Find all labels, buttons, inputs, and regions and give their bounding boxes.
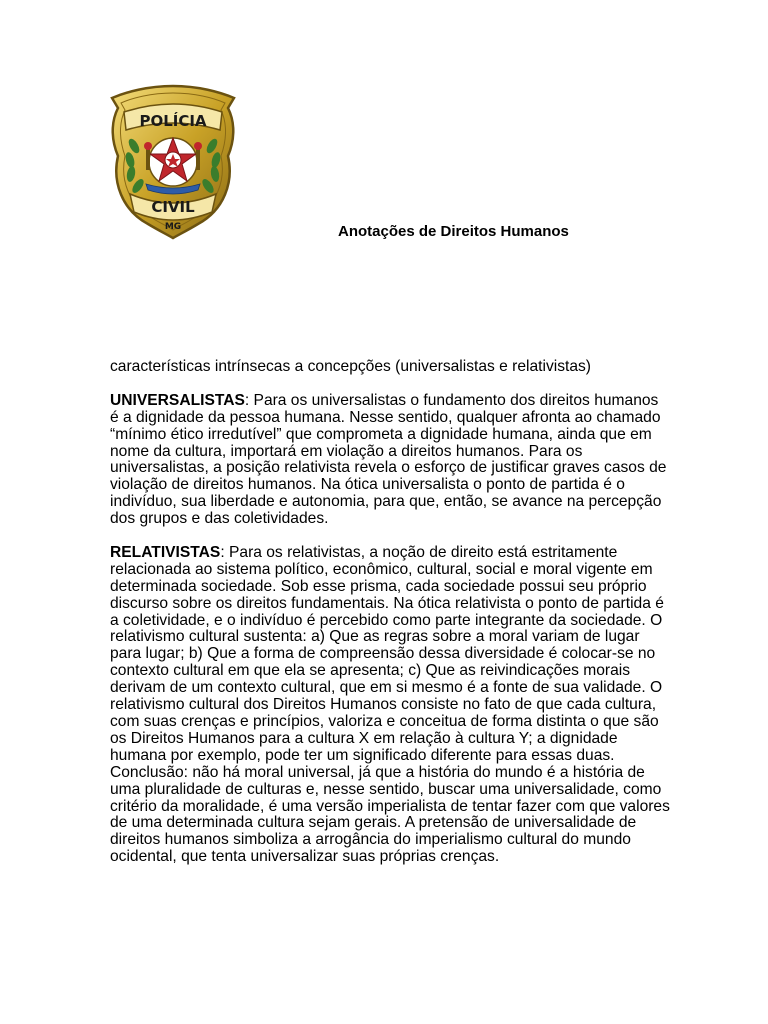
universalistas-paragraph xyxy=(110,393,670,528)
document-title: Anotações de Direitos Humanos xyxy=(338,223,569,240)
badge-top-text: POLÍCIA xyxy=(139,112,207,130)
relativistas-heading: RELATIVISTAS xyxy=(110,543,221,561)
relativistas-text: : Para os relativistas, a noção de direito está estritamente relacionada ao sistema político, econômico, cultural, social e moral vigente em determinada sociedade. Sob esse prisma, cada sociedade possui seu próprio discurso sobre os direitos fundamentais. Na ótica relativista o ponto de partida é a coletividade, e o indivíduo é percebido como parte integrante da sociedade. O relativismo cultural sustenta: a) Que as regras sobre a moral variam de lugar para lugar; b) Que a forma de compreensão dessa diversidade é colocar-se no contexto cultural em que ela se apresenta; c) Que as reivindicações morais derivam de um contexto cultural, que em si mesmo é a fonte de sua validade. O relativismo cultural dos Direitos Humanos consiste no fato de que cada cultura, com suas crenças e princípios, valoriza e conceitua de forma distinta o que são os Direitos Humanos para a cultura X em relação à cultura Y; a dignidade humana por exemplo, pode ter um significado diferente para essas duas. Conclusão: não há moral universal, já que a história do mundo é a história de uma pluralidade de culturas e, nesse sentido, buscar uma universalidade, como critério da moralidade, é uma versão imperialista de tentar fazer com que valores de uma determinada cultura sejam gerais. A pretensão de universalidade de direitos humanos simboliza a arrogância do imperialismo cultural do mundo ocidental, que tenta universalizar suas próprias crenças. xyxy=(110,543,670,866)
document-body xyxy=(110,359,670,883)
relativistas-paragraph xyxy=(110,545,670,866)
badge-bottom-text: CIVIL xyxy=(151,198,195,216)
intro-paragraph: características intrínsecas a concepções (universalistas e relativistas) xyxy=(110,358,592,375)
policia-civil-badge-logo xyxy=(108,84,238,240)
universalistas-heading: UNIVERSALISTAS xyxy=(110,391,245,409)
badge-state-text: MG xyxy=(164,222,182,232)
universalistas-text: : Para os universalistas o fundamento dos direitos humanos é a dignidade da pessoa humana. Nesse sentido, qualquer afronta ao chamado “mínimo ético irredutível” que comprometa a dignidade humana, ainda que em nome da cultura, importará em violação a direitos humanos. Para os universalistas, a posição relativista revela o esforço de justificar graves casos de violação de direitos humanos. Na ótica universalista o ponto de partida é o indivíduo, sua liberdade e autonomia, para que, então, se avance na percepção dos grupos e das coletividades. xyxy=(110,391,667,528)
